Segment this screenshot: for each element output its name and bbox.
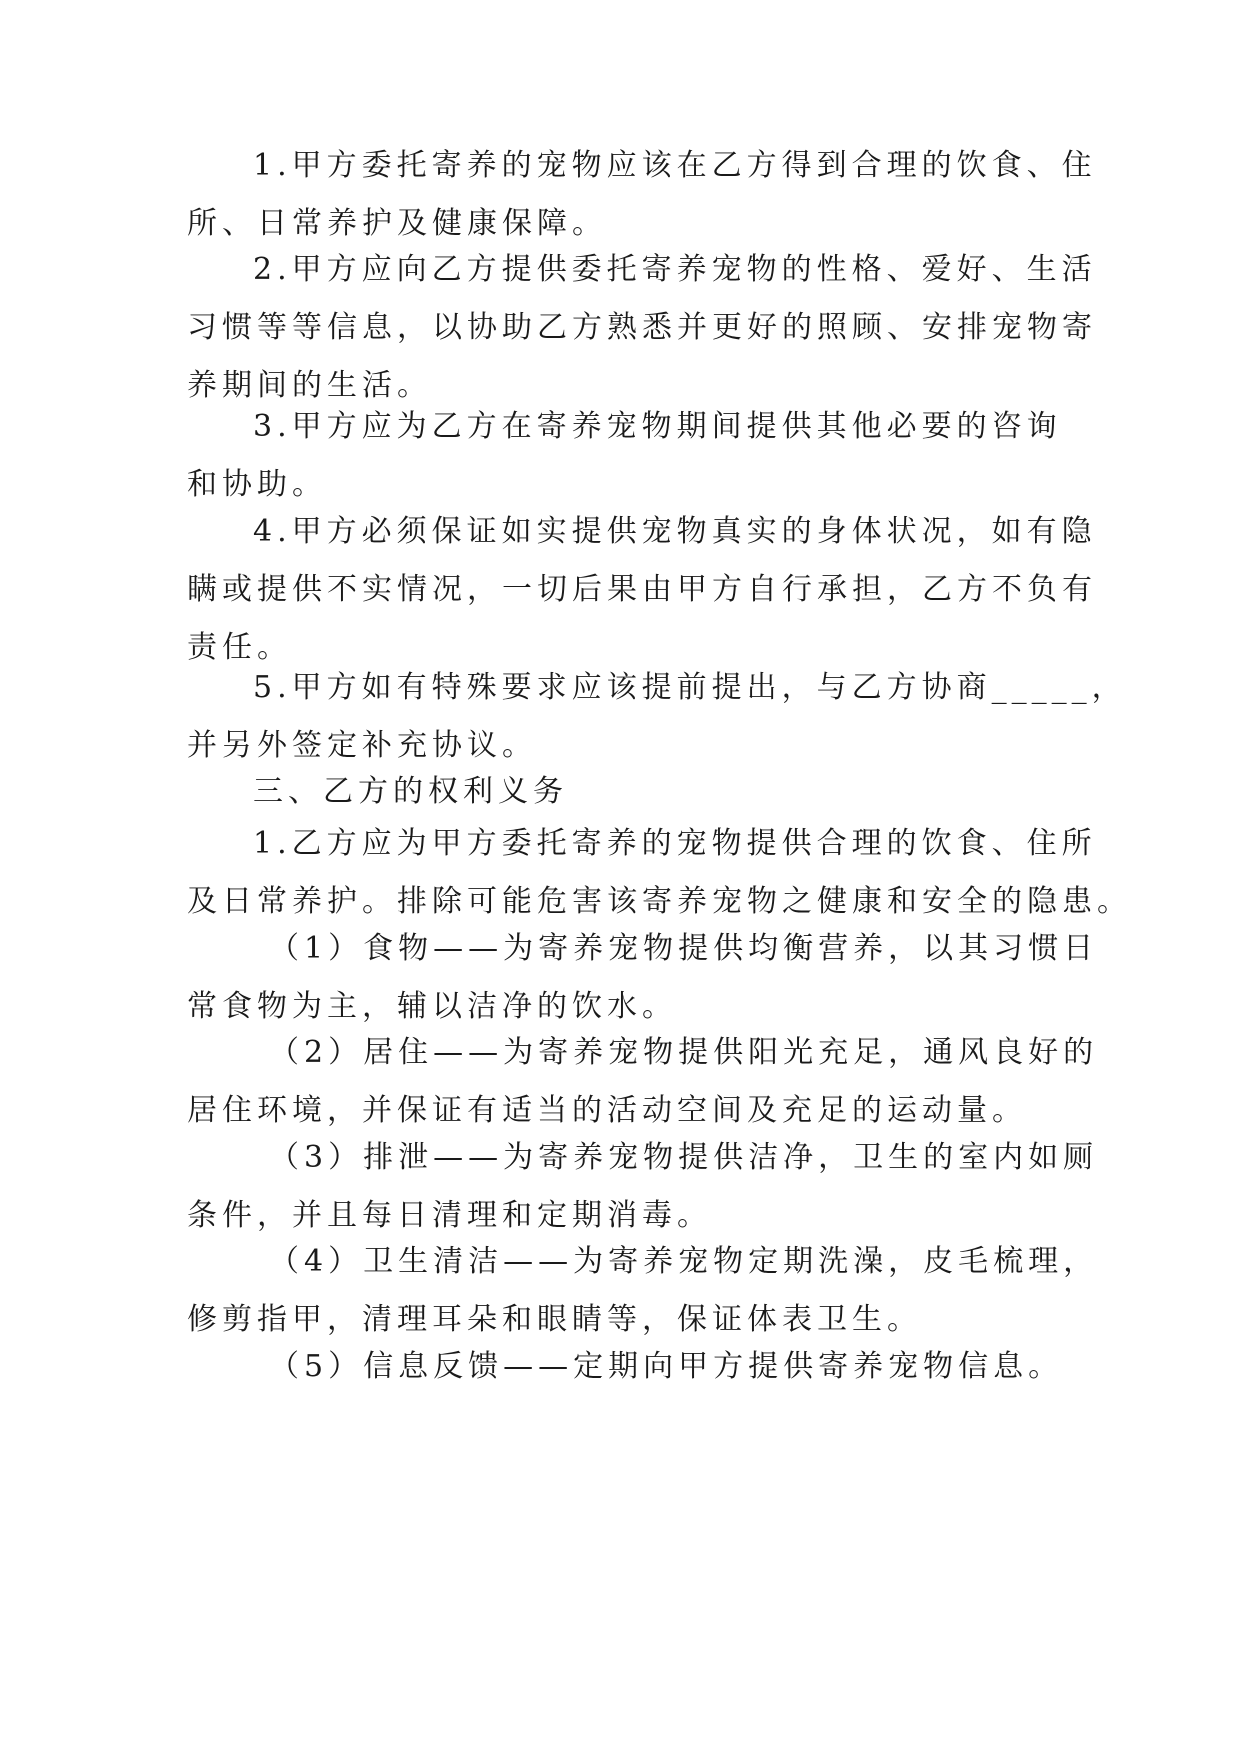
paragraph-line: （3）排泄——为寄养宠物提供洁净，卫生的室内如厕 [269,1140,1099,1175]
paragraph-line: 4.甲方必须保证如实提供宠物真实的身体状况，如有隐 [253,514,1097,549]
paragraph-line: 修剪指甲，清理耳朵和眼睛等，保证体表卫生。 [187,1302,922,1337]
paragraph-line: 和协助。 [187,467,327,502]
sub-item-4 [187,1233,1099,1349]
paragraph-line: 常食物为主，辅以洁净的饮水。 [187,989,677,1024]
paragraph-3 [187,398,1062,514]
sub-item-2 [187,1024,1099,1140]
paragraph-line: 所、日常养护及健康保障。 [187,206,607,241]
paragraph-line: （2）居住——为寄养宠物提供阳光充足，通风良好的 [269,1035,1099,1070]
paragraph-line: 1.甲方委托寄养的宠物应该在乙方得到合理的饮食、住 [253,148,1097,183]
paragraph-line: （5）信息反馈——定期向甲方提供寄养宠物信息。 [269,1349,1064,1384]
paragraph-line: 居住环境，并保证有适当的活动空间及充足的运动量。 [187,1093,1027,1128]
sub-item-5 [187,1338,1064,1396]
paragraph-line: 5.甲方如有特殊要求应该提前提出，与乙方协商_____， [253,670,1127,705]
paragraph-line: 责任。 [187,630,292,665]
paragraph-line: 瞒或提供不实情况，一切后果由甲方自行承担，乙方不负有 [187,572,1097,607]
paragraph-line: 及日常养护。排除可能危害该寄养宠物之健康和安全的隐患。 [187,884,1132,919]
paragraph-4 [187,503,1097,677]
paragraph-line: 并另外签定补充协议。 [187,728,537,763]
paragraph-line: 2.甲方应向乙方提供委托寄养宠物的性格、爱好、生活 [253,252,1097,287]
section-heading-text: 三、乙方的权利义务 [253,774,568,809]
paragraph-1 [187,137,1097,253]
paragraph-line: 习惯等等信息，以协助乙方熟悉并更好的照顾、安排宠物寄 [187,310,1097,345]
paragraph-6 [187,815,1132,931]
paragraph-line: 养期间的生活。 [187,368,432,403]
paragraph-line: 1.乙方应为甲方委托寄养的宠物提供合理的饮食、住所 [253,826,1097,861]
paragraph-line: 条件，并且每日清理和定期消毒。 [187,1198,712,1233]
paragraph-line: （1）食物——为寄养宠物提供均衡营养，以其习惯日 [269,931,1099,966]
sub-item-1 [187,920,1099,1036]
paragraph-line: 3.甲方应为乙方在寄养宠物期间提供其他必要的咨询 [253,409,1062,444]
paragraph-2 [187,241,1097,415]
paragraph-5 [187,659,1127,775]
paragraph-line: （4）卫生清洁——为寄养宠物定期洗澡，皮毛梳理， [269,1244,1099,1279]
section-heading [187,763,1057,821]
sub-item-3 [187,1129,1099,1245]
